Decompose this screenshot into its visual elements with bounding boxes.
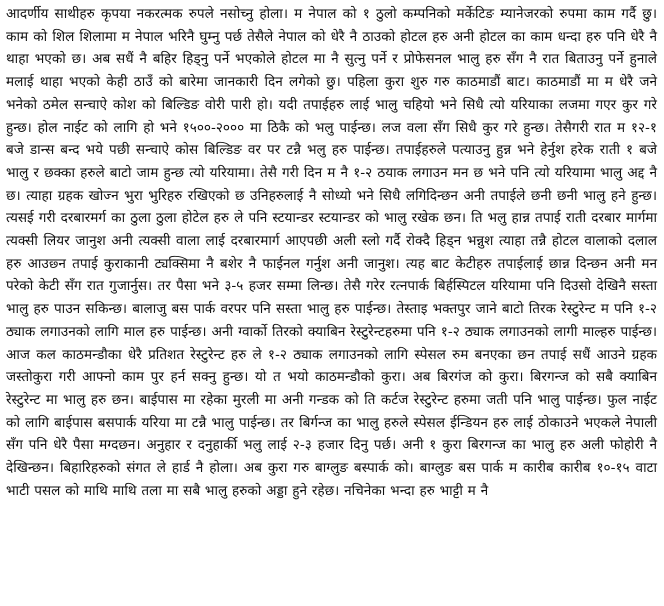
article-paragraph: आदर्णीय साथीहरु कृपया नकरत्मक रुपले नसोच्नु होला। म नेपाल को १ ठुलो कम्पनिको मर्केटिङ म्यानेजरको रुपमा काम गर्दै छु। काम को शिल शिलामा म नेपाल भरिनै घुम्नु पर्छ तेसैले नेपाल को धेरै नै ठाउको होटल हरु अनी होटल का काम धन्दा हरु पनि धेरै नै थाहा भएको छ। अब सधैं नै बहिर हिड्नु पर्ने भएकोले होटल मा नै सुत्नु पर्ने र प्रोफेसनल भालु हरु सँग नै रात बिताउनु पर्ने हुनाले मलाई थाहा भएको केही ठाउँ को बारेमा जानकारी दिन लगेको छु। पहिला कुरा शुरु गरु काठमाडौं बाट। काठमाडौं मा म धेरै जने भनेको ठमेल सन्चाऐ कोश को बिल्डिङ वोरी पारी हो। यदी तपाईहरु लाई भालु चहियो भने सिधै त्यो यरियाका लजमा गएर कुर गरे हुन्छ। होल नाईट को लागि हो भने १५००-२००० मा ठिकै को भलु पाईन्छ। लज वला सँग सिधै कुर गरे हुन्छ। तेसैगरी रात म १२-१ बजे डान्स बन्द भये पछी सन्चाऐ कोस बिल्डिङ वर पर टन्नै भलु हरु पाईन्छ। तपाईहरुले पत्याउनु हुन्न भने हेर्नुश हरेक राती १ बजे भालु र छक्का हरुले बाटो जाम हुन्छ त्यो यरियामा। तेसै गरी दिन म नै १-२ ठयाक लगाउन मन छ भने पनि त्यो यरियामा भालु अद्द नै छ। त्याहा ग्रहक खोज्न भुरा भुरिहरु रखिएको छ उनिहरुलाई नै सोध्यो भने सिधै लगिदिन्छन अनी तपाईले छनी छनी भालु हने हुन्छ। त्यसई गरी दरबारमर्ग का ठुला ठुला होटेल हरु ले पनि स्टयान्डर स्टयान्डर को भालु रखेक छन। ति भलु हान्न तपाई राती दरबार मार्गमा त्यक्सी लियर जानुश अनी त्यक्सी वाला लाई दरबारमार्ग आएपछी अली स्लो गर्दै रोक्दै हिड्न भन्नुश त्याहा तन्नै होटल वालाको दलाल हरु आउछ्न तपाई कुराकानी ट्यक्सिमा नै बशेर नै फाईनल गर्नुश अनी जानुश। त्यह बाट केटीहरु तपाईलाई छान्न दिन्छन अनी मन परेको केटी सँग रात गुजार्नुस। तर पैसा भने ३-५ हजर सम्मा लिन्छ। तेसै गरेर रत्नपार्क बिर्हस्पिटल यरियामा पनि दिउसो देखिनै सस्ता भालु हरु पाउन सकिन्छ। बालाजु बस पार्क वरपर पनि सस्ता भालु हरु पाईन्छ। तेस्ताइ भक्तपुर जाने बाटो तिरक रेस्टुरेन्ट म पनि १-२ ठ्याक लगाउनको लागि माल हरु पाईन्छ। अनी ग्वार्को तिरको क्याबिन रेस्टुरेन्टहरुमा पनि १-२ ठ्याक लगाउनको लागी माल्हरु पाईन्छ। आज कल काठमन्डौका धेरै प्रतिशत रेस्टुरेन्ट हरु ले १-२ ठ्याक लगाउनको लागि स्पेसल रुम बनएका छन तपाई सधैं आउने ग्रहक जस्तोकुरा गरी आफ्नो काम पुर हर्न सक्नु हुन्छ। यो त भयो काठमन्डौको कुरा। अब बिरगंज को कुरा। बिरगन्ज को सबै क्याबिन रेस्टुरेन्ट मा भालु हरु छन। बाईपास मा रहेका मुरली मा अनी गन्डक को ति कर्टज रेस्टुरेन्ट हरुमा जती पनि भालु पाईन्छ। फुल नाईट को लागि बाईपास बसपार्क यरिया मा टन्नै भालु पाईन्छ। तर बिर्गन्ज का भालु हरुले स्पेसल ईन्डियन हरु लाई ठोकाउने भएकले नेपाली सँग पनि धेरै पैसा मग्दछन। अनुहार र दनुहार्की भलु लाई २-३ हजार दिनु पर्छ। अनी १ कुरा बिरगन्ज का भालु हरु अली फोहोरी नै देखिन्छन। बिहारिहरुको संगत ले हार्ड नै होला। अब कुरा गरु बाग्लुङ बस्पार्क को। बाग्लुङ बस पार्क म कारीब कारीब १०-१५ वाटा भाटी पसल को माथि माथि तला मा सबै भालु हरुको अड्डा हुने रहेछ। नचिनेका भन्दा हरु भाट्टी म नै [6,6,657,499]
